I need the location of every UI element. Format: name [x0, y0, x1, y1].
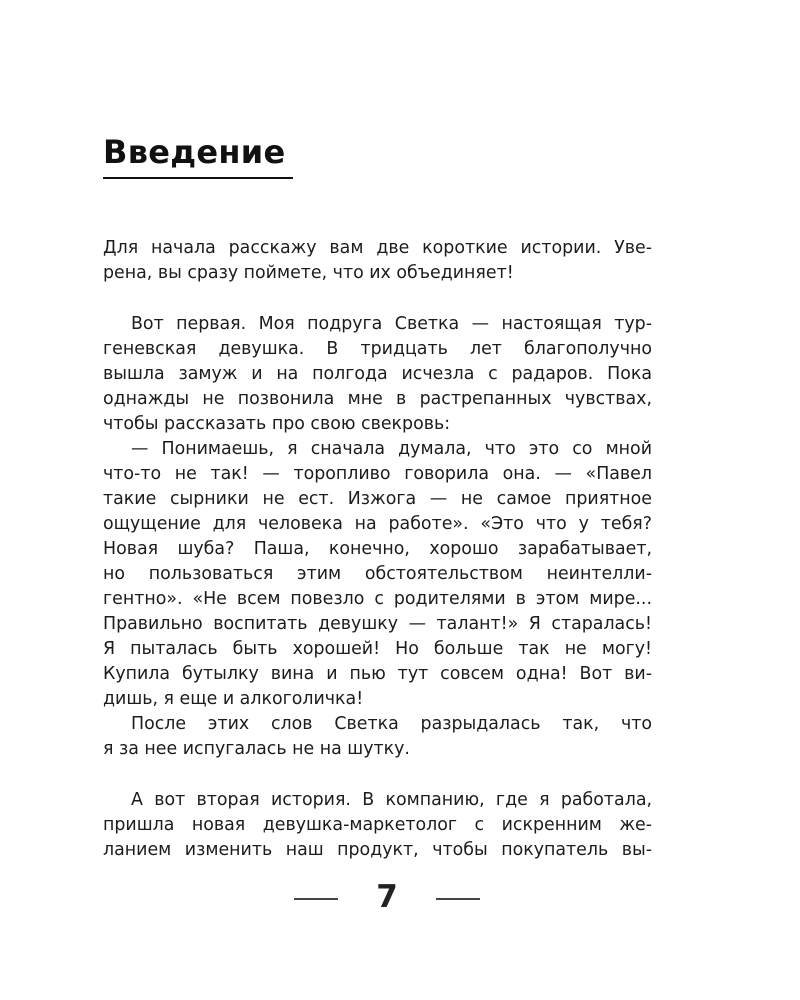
text-line: ланием изменить наш продукт, чтобы покупатель вы- [103, 840, 652, 860]
text-line: Вот первая. Моя подруга Светка — настоящая тур- [131, 314, 652, 334]
text-line: вышла замуж и на полгода исчезла с радаров. Пока [103, 364, 652, 384]
text-line: гентно». «Не всем повезло с родителями в этом мире... [103, 589, 652, 609]
text-line: После этих слов Светка разрыдалась так, что [131, 714, 652, 734]
text-line: ощущение для человека на работе». «Это что у тебя? [103, 514, 652, 534]
text-line: дишь, я еще и алкоголичка! [103, 689, 364, 709]
footer-rule-left [294, 898, 338, 900]
text-line: Я пыталась быть хорошей! Но больше так не могу! [103, 639, 652, 659]
text-line: — Понимаешь, я сначала думала, что это со мной [131, 439, 652, 459]
text-line: такие сырники не ест. Изжога — не самое приятное [103, 489, 652, 509]
text-line: рена, вы сразу поймете, что их объединяет! [103, 263, 514, 283]
text-line: Правильно воспитать девушку — талант!» Я старалась! [103, 614, 652, 634]
heading-underline [103, 177, 293, 179]
text-line: Купила бутылку вина и пью тут совсем одна! Вот ви- [103, 664, 652, 684]
text-line: А вот вторая история. В компанию, где я работала, [131, 790, 652, 810]
text-line: я за нее испугалась не на шутку. [103, 739, 410, 759]
text-line: но пользоваться этим обстоятельством неинтелли- [103, 564, 652, 584]
text-line: пришла новая девушка-маркетолог с искренним же- [103, 815, 652, 835]
text-line: геневская девушка. В тридцать лет благополучно [103, 339, 652, 359]
text-line: чтобы рассказать про свою свекровь: [103, 414, 451, 434]
paragraph-first-story [103, 312, 652, 762]
text-line: что-то не так! — торопливо говорила она. — «Павел [103, 464, 652, 484]
text-line: Новая шуба? Паша, конечно, хорошо зарабатывает, [103, 539, 652, 559]
page-number: 7 [376, 879, 398, 915]
text-line: Для начала расскажу вам две короткие истории. Уве- [103, 238, 652, 258]
text-line: однажды не позвонила мне в растрепанных чувствах, [103, 389, 652, 409]
chapter-heading: Введение [103, 133, 286, 171]
paragraph-intro [103, 236, 652, 286]
paragraph-second-story [103, 788, 652, 863]
footer-rule-right [436, 898, 480, 900]
